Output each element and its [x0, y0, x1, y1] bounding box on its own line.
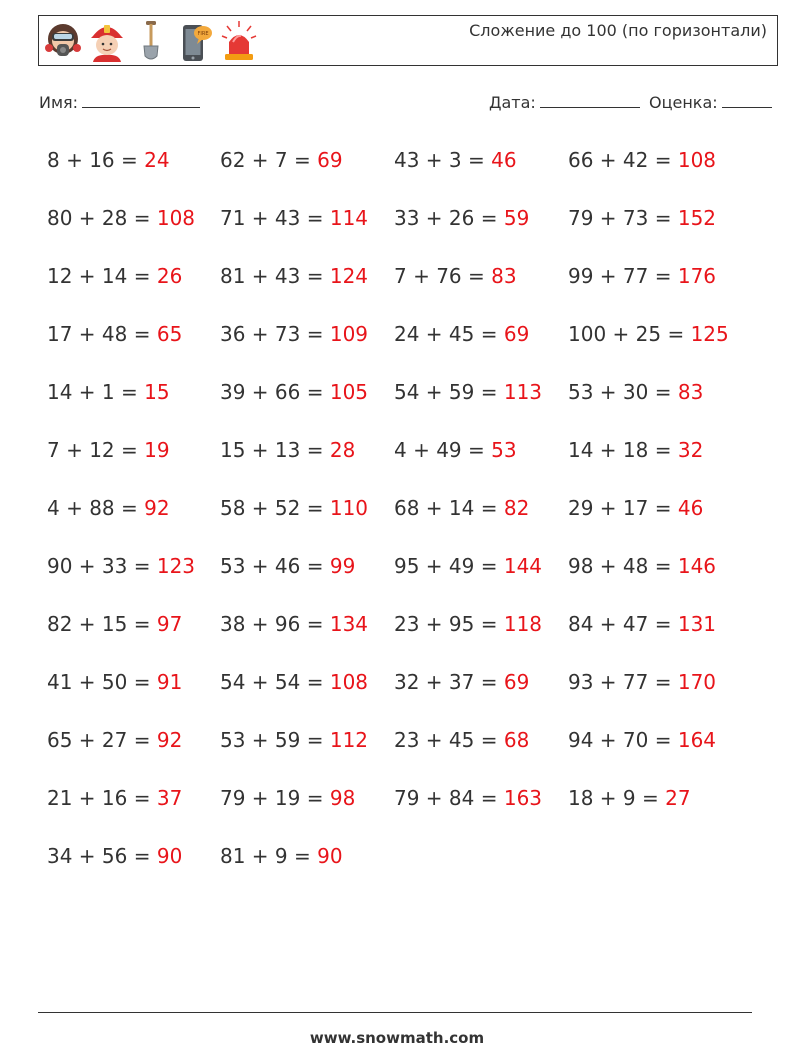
problem-answer: 90 [156, 844, 183, 868]
date-field [489, 93, 640, 112]
problem-question: 79 + 73 = [568, 206, 672, 230]
problem-question: 7 + 12 = [47, 438, 138, 462]
date-line [540, 93, 640, 108]
problem-item [394, 264, 517, 288]
problem-question: 53 + 46 = [220, 554, 324, 578]
problem-item [568, 670, 716, 694]
problem-question: 43 + 3 = [394, 148, 485, 172]
problem-item [394, 670, 529, 694]
problem-question: 94 + 70 = [568, 728, 672, 752]
svg-text:FIRE: FIRE [197, 31, 209, 37]
problem-item [568, 438, 703, 462]
problem-item [47, 844, 182, 868]
problem-question: 23 + 45 = [394, 728, 498, 752]
problem-answer: 46 [677, 496, 704, 520]
problem-question: 58 + 52 = [220, 496, 324, 520]
problem-question: 84 + 47 = [568, 612, 672, 636]
problem-answer: 15 [144, 380, 170, 404]
problem-item [394, 148, 517, 172]
problem-answer: 99 [329, 554, 356, 578]
problem-question: 41 + 50 = [47, 670, 151, 694]
problem-answer: 134 [329, 612, 369, 636]
problem-item [47, 728, 182, 752]
problem-answer: 82 [503, 496, 530, 520]
problem-question: 4 + 88 = [47, 496, 138, 520]
problem-item [394, 554, 542, 578]
problem-item [568, 612, 716, 636]
problem-question: 14 + 1 = [47, 380, 138, 404]
problem-item [220, 728, 368, 752]
problem-question: 21 + 16 = [47, 786, 151, 810]
problem-answer: 69 [503, 322, 530, 346]
problem-item [394, 322, 529, 346]
problem-answer: 69 [317, 148, 343, 172]
problem-question: 33 + 26 = [394, 206, 498, 230]
problem-answer: 109 [329, 322, 369, 346]
score-line [722, 93, 772, 108]
problem-answer: 65 [156, 322, 183, 346]
problem-item [220, 438, 355, 462]
problem-question: 12 + 14 = [47, 264, 151, 288]
problem-answer: 163 [503, 786, 543, 810]
problem-answer: 124 [329, 264, 369, 288]
problem-item [220, 322, 368, 346]
problem-item [394, 612, 542, 636]
problem-answer: 53 [491, 438, 517, 462]
problem-question: 66 + 42 = [568, 148, 672, 172]
footer-divider [38, 1012, 752, 1013]
problem-item [220, 844, 343, 868]
problem-answer: 83 [491, 264, 517, 288]
problem-answer: 110 [329, 496, 369, 520]
problem-answer: 90 [317, 844, 343, 868]
shovel-icon [131, 18, 171, 64]
problem-answer: 28 [329, 438, 356, 462]
worksheet-header [38, 15, 778, 66]
problem-answer: 170 [677, 670, 717, 694]
problem-item [394, 728, 529, 752]
date-label: Дата: [489, 93, 536, 112]
problem-item [568, 554, 716, 578]
problem-answer: 26 [156, 264, 183, 288]
problem-item [47, 148, 170, 172]
problem-question: 81 + 9 = [220, 844, 311, 868]
problem-item [47, 264, 182, 288]
problem-question: 53 + 59 = [220, 728, 324, 752]
name-label: Имя: [39, 93, 79, 112]
firefighter-mask-icon [43, 18, 83, 64]
phone-fire-icon [175, 18, 215, 64]
problem-item [47, 496, 170, 520]
problem-question: 32 + 37 = [394, 670, 498, 694]
problem-answer: 118 [503, 612, 543, 636]
problem-answer: 59 [503, 206, 530, 230]
problem-answer: 19 [144, 438, 170, 462]
problem-answer: 108 [329, 670, 369, 694]
problem-question: 71 + 43 = [220, 206, 324, 230]
problem-answer: 98 [329, 786, 356, 810]
name-field [39, 93, 200, 112]
problem-answer: 83 [677, 380, 704, 404]
problem-question: 34 + 56 = [47, 844, 151, 868]
problem-question: 62 + 7 = [220, 148, 311, 172]
problem-question: 68 + 14 = [394, 496, 498, 520]
problem-item [220, 264, 368, 288]
problem-question: 79 + 84 = [394, 786, 498, 810]
footer-url: www.snowmath.com [309, 1029, 485, 1047]
problem-question: 80 + 28 = [47, 206, 151, 230]
problem-question: 14 + 18 = [568, 438, 672, 462]
problem-item [220, 612, 368, 636]
problem-item [47, 786, 182, 810]
problem-item [220, 380, 368, 404]
problem-item [568, 380, 703, 404]
problem-answer: 176 [677, 264, 717, 288]
problem-question: 39 + 66 = [220, 380, 324, 404]
problem-question: 54 + 54 = [220, 670, 324, 694]
problem-question: 100 + 25 = [568, 322, 685, 346]
problem-item [220, 670, 368, 694]
problem-item [47, 438, 170, 462]
problem-question: 7 + 76 = [394, 264, 485, 288]
problem-item [47, 206, 195, 230]
problem-question: 82 + 15 = [47, 612, 151, 636]
problem-answer: 27 [665, 786, 691, 810]
problem-item [568, 728, 716, 752]
score-label: Оценка: [649, 93, 718, 112]
problem-question: 4 + 49 = [394, 438, 485, 462]
problem-answer: 131 [677, 612, 717, 636]
firefighter-icon [87, 18, 127, 64]
problem-item [220, 206, 368, 230]
problem-item [47, 322, 182, 346]
problem-answer: 105 [329, 380, 369, 404]
problem-question: 24 + 45 = [394, 322, 498, 346]
problem-item [47, 670, 182, 694]
siren-icon [219, 18, 259, 64]
problem-question: 15 + 13 = [220, 438, 324, 462]
problem-answer: 114 [329, 206, 369, 230]
problem-answer: 108 [156, 206, 196, 230]
problem-item [47, 380, 170, 404]
problem-answer: 112 [329, 728, 369, 752]
problem-answer: 108 [677, 148, 717, 172]
problem-item [568, 322, 729, 346]
problem-item [568, 496, 703, 520]
problem-question: 38 + 96 = [220, 612, 324, 636]
problem-question: 99 + 77 = [568, 264, 672, 288]
problem-answer: 91 [156, 670, 183, 694]
problem-answer: 37 [156, 786, 183, 810]
problem-question: 81 + 43 = [220, 264, 324, 288]
problem-item [220, 554, 355, 578]
problem-answer: 46 [491, 148, 517, 172]
problem-answer: 123 [156, 554, 196, 578]
problem-item [568, 264, 716, 288]
problem-item [220, 786, 355, 810]
problem-item [394, 496, 529, 520]
problem-question: 95 + 49 = [394, 554, 498, 578]
worksheet-title: Сложение до 100 (по горизонтали) [469, 21, 767, 40]
problem-answer: 68 [503, 728, 530, 752]
problem-answer: 113 [503, 380, 543, 404]
name-line [82, 93, 200, 108]
problem-item [394, 206, 529, 230]
problem-answer: 146 [677, 554, 717, 578]
problem-question: 79 + 19 = [220, 786, 324, 810]
problem-question: 18 + 9 = [568, 786, 659, 810]
problem-answer: 164 [677, 728, 717, 752]
problem-answer: 32 [677, 438, 704, 462]
problem-answer: 69 [503, 670, 530, 694]
problem-item [568, 786, 691, 810]
problem-item [220, 148, 343, 172]
problem-question: 98 + 48 = [568, 554, 672, 578]
problem-answer: 144 [503, 554, 543, 578]
problem-answer: 152 [677, 206, 717, 230]
problem-item [394, 438, 517, 462]
problem-item [568, 206, 716, 230]
problem-question: 93 + 77 = [568, 670, 672, 694]
problem-item [47, 612, 182, 636]
problem-answer: 92 [144, 496, 170, 520]
problem-item [394, 786, 542, 810]
problem-question: 53 + 30 = [568, 380, 672, 404]
problem-question: 65 + 27 = [47, 728, 151, 752]
problem-question: 54 + 59 = [394, 380, 498, 404]
problem-question: 17 + 48 = [47, 322, 151, 346]
problem-item [394, 380, 542, 404]
problem-answer: 24 [144, 148, 170, 172]
problem-question: 29 + 17 = [568, 496, 672, 520]
problem-question: 8 + 16 = [47, 148, 138, 172]
problem-question: 23 + 95 = [394, 612, 498, 636]
problem-question: 90 + 33 = [47, 554, 151, 578]
problem-question: 36 + 73 = [220, 322, 324, 346]
problem-item [47, 554, 195, 578]
header-icons [43, 18, 259, 64]
problem-answer: 125 [690, 322, 729, 346]
problem-answer: 97 [156, 612, 183, 636]
problem-item [220, 496, 368, 520]
problem-answer: 92 [156, 728, 183, 752]
problem-item [568, 148, 716, 172]
score-field [649, 93, 772, 112]
